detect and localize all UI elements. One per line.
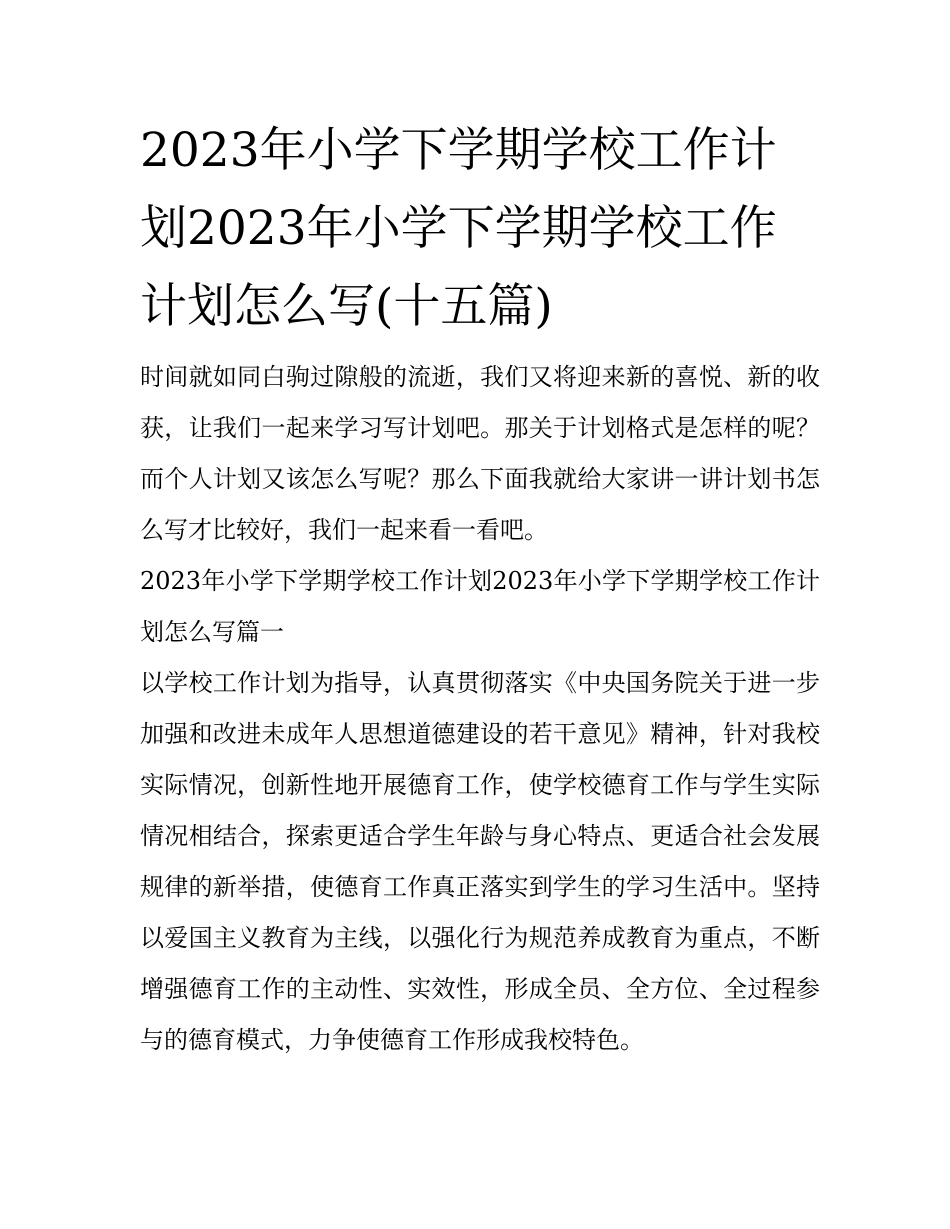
- intro-paragraph: 时间就如同白驹过隙般的流逝，我们又将迎来新的喜悦、新的收获，让我们一起来学习写计划吧。那关于计划格式是怎样的呢？而个人计划又该怎么写呢？那么下面我就给大家讲一讲计划书怎么写才比较好，我们一起来看一看吧。: [140, 363, 820, 544]
- document-title: 2023年小学下学期学校工作计划2023年小学下学期学校工作计划怎么写(十五篇): [140, 123, 777, 334]
- section-heading: 2023年小学下学期学校工作计划2023年小学下学期学校工作计划怎么写篇一: [140, 567, 820, 646]
- body-paragraph: 以学校工作计划为指导，认真贯彻落实《中央国务院关于进一步加强和改进未成年人思想道德建设的若干意见》精神，针对我校实际情况，创新性地开展德育工作，使学校德育工作与学生实际情况相结合，探索更适合学生年龄与身心特点、更适合社会发展规律的新举措，使德育工作真正落实到学生的学习生活中。坚持以爱国主义教育为主线，以强化行为规范养成教育为重点，不断增强德育工作的主动性、实效性，形成全员、全方位、全过程参与的德育模式，力争使德育工作形成我校特色。: [140, 669, 820, 1054]
